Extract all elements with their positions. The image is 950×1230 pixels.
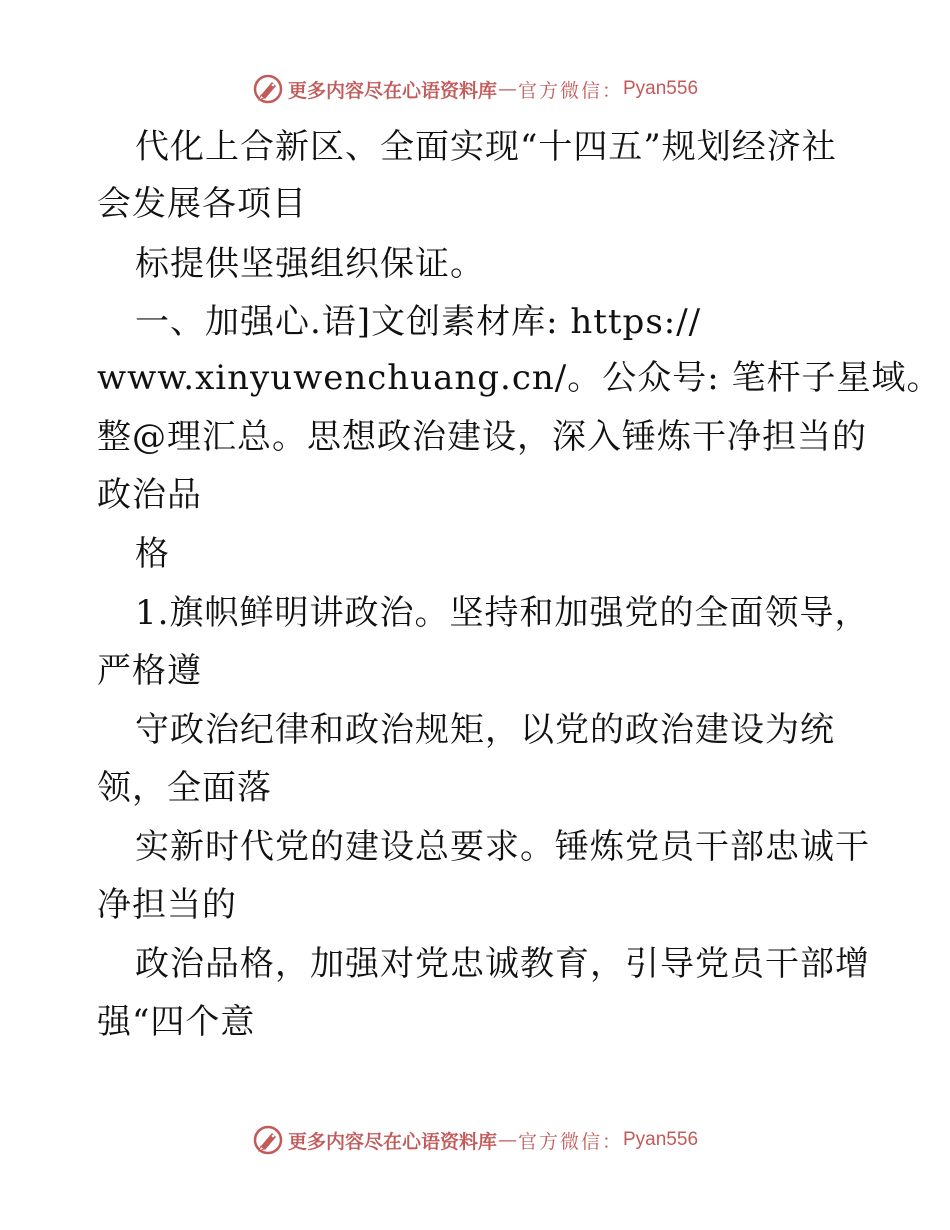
body-line: 实新时代党的建设总要求。锤炼党员干部忠诚干 — [135, 827, 870, 867]
banner-separator: — — [497, 1129, 517, 1151]
banner-wechat-id: Pyan556 — [623, 1129, 699, 1150]
banner-brand-text: 更多内容尽在心语资料库 — [287, 79, 497, 102]
banner-separator: — — [497, 78, 517, 100]
banner-wechat-id: Pyan556 — [623, 78, 699, 99]
body-line: 净担当的 — [97, 885, 237, 925]
pen-nib-logo-icon — [252, 1124, 284, 1156]
body-line: 强“四个意 — [97, 1002, 256, 1042]
banner-wechat-label: 官方微信： — [517, 1130, 623, 1153]
banner-wechat-label: 官方微信： — [517, 79, 623, 102]
banner-brand-text: 更多内容尽在心语资料库 — [287, 1130, 497, 1153]
body-line: www.xinyuwenchuang.cn/。公众号: 笔杆子星域。 — [97, 358, 942, 398]
body-line: 代化上合新区、全面实现“十四五”规划经济社 — [135, 127, 837, 167]
body-line: 整@理汇总。思想政治建设，深入锤炼干净担当的 — [97, 417, 867, 457]
body-line: 一、加强心.语]文创素材库: https:// — [135, 302, 702, 342]
body-line: 严格遵 — [97, 651, 202, 691]
body-line: 格 — [135, 534, 170, 574]
body-line: 守政治纪律和政治规矩，以党的政治建设为统 — [135, 710, 835, 750]
body-line: 会发展各项目 — [97, 184, 307, 224]
body-line: 1.旗帜鲜明讲政治。坚持和加强党的全面领导， — [135, 593, 870, 633]
body-line: 政治品格，加强对党忠诚教育，引导党员干部增 — [135, 944, 870, 984]
body-line: 政治品 — [97, 475, 202, 515]
body-line: 标提供坚强组织保证。 — [135, 244, 485, 284]
body-line: 领，全面落 — [97, 768, 272, 808]
footer-banner — [0, 1123, 950, 1157]
